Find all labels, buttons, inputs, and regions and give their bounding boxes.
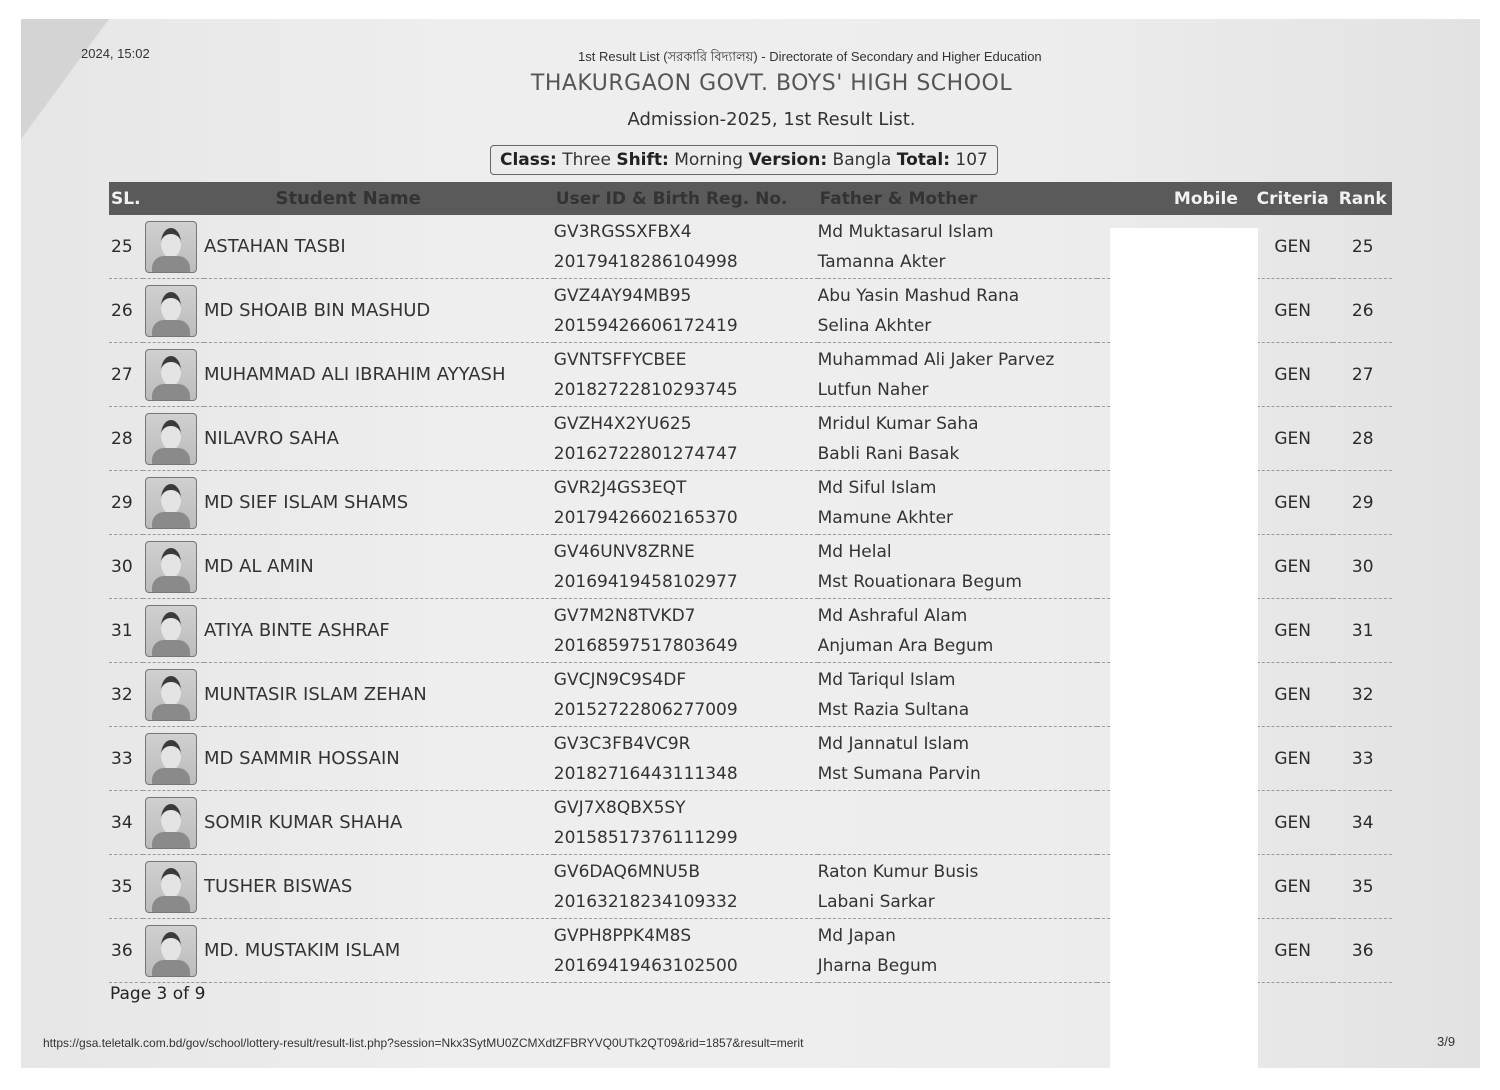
mother-name: Mst Razia Sultana [817,699,970,720]
table-header-row [109,182,1392,215]
student-photo [145,605,197,657]
birth-reg-no: 20168597517803649 [553,635,738,656]
student-name: MD SHOAIB BIN MASHUD [204,279,554,343]
shift-label: Shift: [616,150,669,170]
header-sl: SL. [109,182,143,215]
row-sl: 29 [109,471,143,535]
printed-page [21,19,1480,1068]
user-id: GVCJN9C9S4DF [553,669,687,690]
rank: 29 [1333,471,1392,535]
criteria: GEN [1252,791,1334,855]
school-name: THAKURGAON GOVT. BOYS' HIGH SCHOOL [530,71,1013,96]
user-id: GVJ7X8QBX5SY [553,797,686,818]
criteria: GEN [1252,599,1334,663]
mother-name: Anjuman Ara Begum [817,635,994,656]
user-id: GV3RGSSXFBX4 [553,221,692,242]
row-sl: 26 [109,279,143,343]
criteria: GEN [1252,279,1334,343]
mother-name: Mamune Akhter [817,507,954,528]
class-info-box [490,145,998,175]
criteria: GEN [1252,663,1334,727]
criteria: GEN [1252,535,1334,599]
row-sl: 34 [109,791,143,855]
criteria: GEN [1252,727,1334,791]
mother-name: Labani Sarkar [817,891,935,912]
rank: 27 [1333,343,1392,407]
mother-name: Babli Rani Basak [817,443,960,464]
student-name: NILAVRO SAHA [204,407,554,471]
print-header-title: 1st Result List (সরকারি বিদ্যালয়) - Directorate of Secondary and Higher Education [578,49,1042,64]
criteria: GEN [1252,919,1334,983]
total-value: 107 [955,150,988,170]
birth-reg-no: 20162722801274747 [553,443,738,464]
mother-name: Mst Sumana Parvin [817,763,981,784]
criteria: GEN [1252,855,1334,919]
user-id: GVNTSFFYCBEE [553,349,687,370]
user-id: GV46UNV8ZRNE [553,541,695,562]
row-sl: 27 [109,343,143,407]
student-photo [145,541,197,593]
user-id: GVZH4X2YU625 [553,413,692,434]
father-name: Md Japan [817,925,896,946]
row-sl: 25 [109,215,143,279]
user-id: GVPH8PPK4M8S [553,925,692,946]
rank: 35 [1333,855,1392,919]
mother-name: Tamanna Akter [817,251,946,272]
student-photo [145,669,197,721]
student-photo [145,349,197,401]
student-name: SOMIR KUMAR SHAHA [204,791,554,855]
version-value: Bangla [832,150,892,170]
student-name: ASTAHAN TASBI [204,215,554,279]
header-parents: Father & Mother [818,182,1097,215]
birth-reg-no: 20169419458102977 [553,571,738,592]
header-rank: Rank [1333,182,1392,215]
student-photo [145,477,197,529]
father-name: Abu Yasin Mashud Rana [817,285,1020,306]
total-label: Total: [896,150,950,170]
mother-name: Selina Akhter [817,315,932,336]
row-sl: 31 [109,599,143,663]
class-label: Class: [500,150,557,170]
birth-reg-no: 20169419463102500 [553,955,738,976]
student-photo [145,413,197,465]
header-student-name: Student Name [143,182,554,215]
criteria: GEN [1252,471,1334,535]
rank: 28 [1333,407,1392,471]
father-name: Md Muktasarul Islam [817,221,994,242]
row-sl: 30 [109,535,143,599]
user-id: GVZ4AY94MB95 [553,285,692,306]
print-timestamp: 2024, 15:02 [81,46,150,61]
birth-reg-no: 20182722810293745 [553,379,738,400]
birth-reg-no: 20179426602165370 [553,507,738,528]
student-name: MUNTASIR ISLAM ZEHAN [204,663,554,727]
header-mobile: Mobile [1097,182,1252,215]
student-name: MD SAMMIR HOSSAIN [204,727,554,791]
row-sl: 33 [109,727,143,791]
rank: 26 [1333,279,1392,343]
father-name: Raton Kumur Busis [817,861,979,882]
father-name: Md Helal [817,541,892,562]
user-id: GV7M2N8TVKD7 [553,605,696,626]
header-user-id: User ID & Birth Reg. No. [554,182,818,215]
row-sl: 36 [109,919,143,983]
mother-name: Mst Rouationara Begum [817,571,1022,592]
version-label: Version: [748,150,828,170]
student-name: TUSHER BISWAS [204,855,554,919]
birth-reg-no: 20159426606172419 [553,315,738,336]
row-sl: 28 [109,407,143,471]
student-name: MD SIEF ISLAM SHAMS [204,471,554,535]
father-name: Muhammad Ali Jaker Parvez [817,349,1055,370]
criteria: GEN [1252,215,1334,279]
student-photo [145,733,197,785]
mother-name: Jharna Begum [817,955,938,976]
user-id: GVR2J4GS3EQT [553,477,687,498]
criteria: GEN [1252,407,1334,471]
user-id: GV6DAQ6MNU5B [553,861,701,882]
rank: 30 [1333,535,1392,599]
page-count: 3/9 [1437,1034,1456,1049]
father-name: Mridul Kumar Saha [817,413,979,434]
student-photo [145,861,197,913]
rank: 34 [1333,791,1392,855]
row-sl: 35 [109,855,143,919]
rank: 36 [1333,919,1392,983]
criteria: GEN [1252,343,1334,407]
redaction-block [1110,228,1258,1068]
birth-reg-no: 20163218234109332 [553,891,738,912]
rank: 33 [1333,727,1392,791]
father-name: Md Tariqul Islam [817,669,956,690]
rank: 31 [1333,599,1392,663]
birth-reg-no: 20179418286104998 [553,251,738,272]
rank: 25 [1333,215,1392,279]
student-name: MD AL AMIN [204,535,554,599]
student-photo [145,285,197,337]
father-name: Md Siful Islam [817,477,937,498]
document-subtitle: Admission-2025, 1st Result List. [627,109,916,130]
source-url: https://gsa.teletalk.com.bd/gov/school/lottery-result/result-list.php?session=Nkx3SytMU0ZCMXdtZFBRYVQ0UTk2QT09&rid=1857&result=merit [43,1036,804,1050]
user-id: GV3C3FB4VC9R [553,733,691,754]
father-name: Md Ashraful Alam [817,605,968,626]
father-name: Md Jannatul Islam [817,733,970,754]
header-criteria: Criteria [1252,182,1334,215]
student-photo [145,797,197,849]
student-name: MD. MUSTAKIM ISLAM [204,919,554,983]
student-name: MUHAMMAD ALI IBRAHIM AYYASH [204,343,554,407]
birth-reg-no: 20158517376111299 [553,827,738,848]
mother-name: Lutfun Naher [817,379,929,400]
birth-reg-no: 20182716443111348 [553,763,738,784]
student-name: ATIYA BINTE ASHRAF [204,599,554,663]
birth-reg-no: 20152722806277009 [553,699,738,720]
rank: 32 [1333,663,1392,727]
class-value: Three [562,150,611,170]
row-sl: 32 [109,663,143,727]
student-photo [145,221,197,273]
shift-value: Morning [674,150,744,170]
student-photo [145,925,197,977]
page-number: Page 3 of 9 [110,984,206,1004]
